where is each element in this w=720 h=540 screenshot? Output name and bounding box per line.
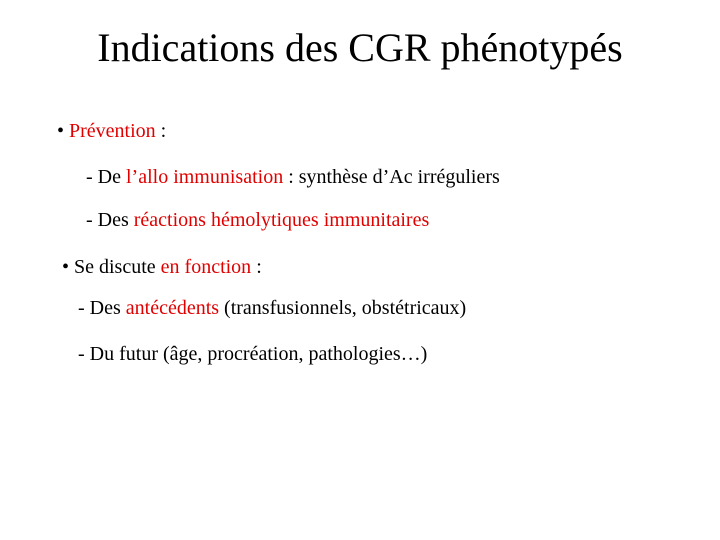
subitem-text: - Des (86, 209, 134, 231)
bullet-text: : (251, 256, 262, 278)
bullet-text: • (57, 120, 70, 142)
subitem-antecedents (78, 295, 466, 321)
subitem-allo-immunisation (86, 164, 500, 190)
bullet-text: : (155, 120, 167, 142)
bullet-prevention (57, 118, 166, 144)
highlight-text: réactions hémolytiques immunitaires (133, 209, 430, 231)
highlight-text: Prévention (69, 120, 156, 142)
bullet-text: • Se discute (62, 256, 161, 278)
subitem-text: (transfusionnels, obstétricaux) (219, 297, 467, 319)
bullet-se-discute (62, 254, 262, 280)
highlight-text: en fonction (160, 256, 252, 278)
highlight-text: antécédents (125, 297, 220, 319)
subitem-text: - De (86, 166, 126, 188)
highlight-text: l’allo immunisation (125, 166, 284, 188)
subitem-text: - Des (78, 297, 126, 319)
subitem-text: - Du futur (âge, procréation, pathologies…) (78, 343, 428, 365)
slide-title: Indications des CGR phénotypés (97, 25, 623, 70)
subitem-futur (78, 341, 427, 367)
subitem-text: : synthèse d’Ac irréguliers (283, 166, 500, 188)
subitem-reactions-hemolytiques (86, 207, 429, 233)
